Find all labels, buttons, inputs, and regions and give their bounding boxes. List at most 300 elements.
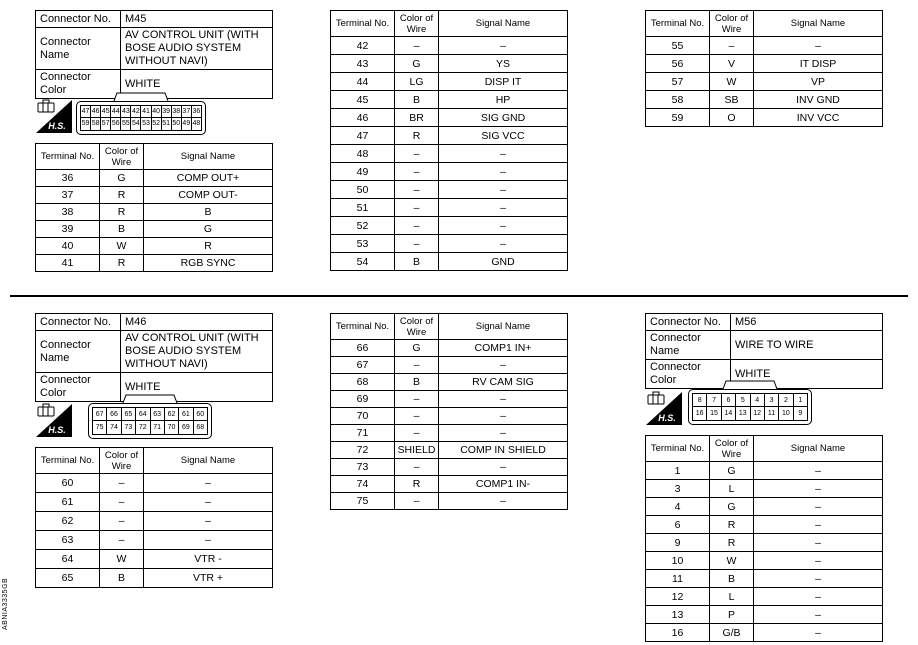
pin-number: 6 xyxy=(722,394,736,407)
table-cell: – xyxy=(439,217,568,235)
pin-number: 7 xyxy=(707,394,721,407)
connector-no-value: M45 xyxy=(121,11,273,28)
table-row xyxy=(646,73,883,91)
table-header-row xyxy=(646,436,883,462)
connector-key-tab xyxy=(88,394,212,403)
pin-number: 10 xyxy=(779,407,793,420)
table-cell: – xyxy=(754,606,883,624)
table-cell: V xyxy=(710,55,754,73)
table-cell: 69 xyxy=(331,391,395,408)
col-header-terminal-no: Terminal No. xyxy=(331,314,395,340)
table-cell: VTR - xyxy=(144,550,273,569)
table-cell: COMP OUT- xyxy=(144,187,273,204)
connector-name-value: WIRE TO WIRE xyxy=(731,331,883,360)
pin-number: 69 xyxy=(179,421,193,434)
col-header-wire-color: Color of Wire xyxy=(100,144,144,170)
connector-color-label: Connector Color xyxy=(36,373,121,402)
pin-number: 3 xyxy=(765,394,779,407)
table-row xyxy=(331,181,568,199)
table-cell: 48 xyxy=(331,145,395,163)
table-cell: COMP1 IN- xyxy=(439,476,568,493)
pin-number: 42 xyxy=(131,106,141,118)
connector-color-value: WHITE xyxy=(121,373,273,402)
col-header-terminal-no: Terminal No. xyxy=(646,436,710,462)
table-cell: B xyxy=(100,569,144,588)
pin-number: 14 xyxy=(722,407,736,420)
table-cell: 67 xyxy=(331,357,395,374)
table-cell: G/B xyxy=(710,624,754,642)
connector-name-label: Connector Name xyxy=(36,28,121,70)
table-cell: – xyxy=(754,624,883,642)
table-cell: HP xyxy=(439,91,568,109)
connector-color-label: Connector Color xyxy=(646,360,731,389)
table-row xyxy=(646,480,883,498)
hs-harness-symbol xyxy=(645,390,683,426)
table-cell: – xyxy=(395,459,439,476)
table-cell: 74 xyxy=(331,476,395,493)
pin-number: 8 xyxy=(693,394,707,407)
table-cell: – xyxy=(754,498,883,516)
pin-number: 67 xyxy=(93,408,107,421)
connector-no-value: M56 xyxy=(731,314,883,331)
table-cell: SHIELD xyxy=(395,442,439,459)
terminal-table-m46-2 xyxy=(330,313,568,510)
pin-number: 53 xyxy=(141,118,151,130)
table-cell: R xyxy=(710,516,754,534)
table-cell: SB xyxy=(710,91,754,109)
table-cell: DISP IT xyxy=(439,73,568,91)
table-cell: B xyxy=(395,374,439,391)
col-header-signal-name: Signal Name xyxy=(144,144,273,170)
table-cell: G xyxy=(710,498,754,516)
table-cell: – xyxy=(439,181,568,199)
table-cell: – xyxy=(144,512,273,531)
connector-glyph xyxy=(38,103,54,112)
table-row xyxy=(646,588,883,606)
pin-grid xyxy=(92,407,208,435)
table-cell: – xyxy=(439,425,568,442)
table-cell: VP xyxy=(754,73,883,91)
table-cell: 52 xyxy=(331,217,395,235)
pin-number: 74 xyxy=(107,421,121,434)
table-row xyxy=(646,109,883,127)
table-row xyxy=(36,255,273,272)
table-cell: 56 xyxy=(646,55,710,73)
table-row xyxy=(331,425,568,442)
table-cell: INV GND xyxy=(754,91,883,109)
table-cell: – xyxy=(144,531,273,550)
pin-row xyxy=(81,118,201,130)
table-cell: 72 xyxy=(331,442,395,459)
table-row xyxy=(331,55,568,73)
table-cell: – xyxy=(100,493,144,512)
table-cell: COMP OUT+ xyxy=(144,170,273,187)
table-cell: 45 xyxy=(331,91,395,109)
pin-number: 70 xyxy=(165,421,179,434)
table-cell: 54 xyxy=(331,253,395,271)
table-cell: – xyxy=(439,199,568,217)
table-cell: R xyxy=(710,534,754,552)
table-cell: – xyxy=(144,474,273,493)
pin-number: 15 xyxy=(707,407,721,420)
pin-number: 49 xyxy=(182,118,192,130)
col-header-terminal-no: Terminal No. xyxy=(36,448,100,474)
table-cell: 4 xyxy=(646,498,710,516)
pin-number: 64 xyxy=(136,408,150,421)
pin-number: 60 xyxy=(194,408,207,421)
table-cell: – xyxy=(144,493,273,512)
connector-pinout-m56 xyxy=(688,380,812,425)
table-cell: B xyxy=(144,204,273,221)
terminal-table-m56-1 xyxy=(645,435,883,642)
table-row xyxy=(331,391,568,408)
table-cell: 44 xyxy=(331,73,395,91)
pin-number: 1 xyxy=(794,394,807,407)
pin-number: 52 xyxy=(152,118,162,130)
table-cell: INV VCC xyxy=(754,109,883,127)
table-cell: – xyxy=(754,552,883,570)
table-header-row xyxy=(646,11,883,37)
pin-number: 4 xyxy=(751,394,765,407)
col-header-terminal-no: Terminal No. xyxy=(36,144,100,170)
col-header-wire-color: Color of Wire xyxy=(710,436,754,462)
table-cell: LG xyxy=(395,73,439,91)
table-cell: B xyxy=(395,91,439,109)
pin-row xyxy=(93,408,207,421)
table-row xyxy=(646,552,883,570)
table-cell: – xyxy=(754,462,883,480)
col-header-wire-color: Color of Wire xyxy=(395,314,439,340)
pin-number: 73 xyxy=(122,421,136,434)
table-row xyxy=(36,221,273,238)
pin-row xyxy=(693,394,807,407)
pin-number: 46 xyxy=(91,106,101,118)
connector-color-value: WHITE xyxy=(731,360,883,389)
connector-name-value: AV CONTROL UNIT (WITH BOSE AUDIO SYSTEM WITHOUT NAVI) xyxy=(121,331,273,373)
table-cell: 73 xyxy=(331,459,395,476)
table-row xyxy=(331,163,568,181)
table-cell: – xyxy=(439,145,568,163)
table-row xyxy=(331,199,568,217)
hs-label: H.S. xyxy=(48,425,66,435)
pin-number: 5 xyxy=(736,394,750,407)
table-cell: 50 xyxy=(331,181,395,199)
pin-number: 57 xyxy=(101,118,111,130)
table-cell: – xyxy=(395,357,439,374)
table-cell: 61 xyxy=(36,493,100,512)
table-row xyxy=(646,606,883,624)
pin-row xyxy=(693,407,807,420)
col-header-wire-color: Color of Wire xyxy=(100,448,144,474)
col-header-terminal-no: Terminal No. xyxy=(331,11,395,37)
table-cell: 37 xyxy=(36,187,100,204)
hs-label: H.S. xyxy=(48,121,66,131)
table-row xyxy=(36,204,273,221)
connector-info-table-m45 xyxy=(35,10,273,99)
table-row xyxy=(36,493,273,512)
table-row xyxy=(331,459,568,476)
pin-number: 71 xyxy=(151,421,165,434)
terminal-table-m46-1 xyxy=(35,447,273,588)
table-cell: 1 xyxy=(646,462,710,480)
connector-info-table-m46 xyxy=(35,313,273,402)
table-row xyxy=(646,516,883,534)
table-cell: 41 xyxy=(36,255,100,272)
connector-housing xyxy=(88,403,212,439)
pin-number: 16 xyxy=(693,407,707,420)
table-cell: 40 xyxy=(36,238,100,255)
table-cell: 60 xyxy=(36,474,100,493)
table-cell: 10 xyxy=(646,552,710,570)
table-cell: L xyxy=(710,480,754,498)
table-row xyxy=(331,91,568,109)
hs-label: H.S. xyxy=(658,413,676,423)
table-cell: 70 xyxy=(331,408,395,425)
table-cell: R xyxy=(100,187,144,204)
table-cell: SIG GND xyxy=(439,109,568,127)
table-row xyxy=(646,462,883,480)
connector-glyph xyxy=(648,395,664,404)
table-cell: – xyxy=(754,480,883,498)
table-cell: – xyxy=(395,37,439,55)
col-header-wire-color: Color of Wire xyxy=(395,11,439,37)
table-row xyxy=(331,408,568,425)
table-cell: B xyxy=(710,570,754,588)
connector-no-label: Connector No. xyxy=(36,314,121,331)
pin-row xyxy=(93,421,207,434)
table-cell: G xyxy=(100,170,144,187)
table-cell: G xyxy=(710,462,754,480)
table-cell: R xyxy=(144,238,273,255)
pin-number: 65 xyxy=(122,408,136,421)
pin-number: 55 xyxy=(121,118,131,130)
table-row xyxy=(36,238,273,255)
table-cell: – xyxy=(439,163,568,181)
col-header-terminal-no: Terminal No. xyxy=(646,11,710,37)
table-cell: – xyxy=(754,37,883,55)
pin-number: 40 xyxy=(152,106,162,118)
table-row xyxy=(646,498,883,516)
table-cell: – xyxy=(395,145,439,163)
pin-grid xyxy=(692,393,808,421)
table-cell: – xyxy=(395,235,439,253)
table-cell: 62 xyxy=(36,512,100,531)
connector-no-label: Connector No. xyxy=(646,314,731,331)
table-cell: 47 xyxy=(331,127,395,145)
pin-number: 56 xyxy=(111,118,121,130)
table-row xyxy=(36,569,273,588)
table-cell: – xyxy=(439,459,568,476)
figure-code: ABNIA3335GB xyxy=(2,577,9,630)
table-row xyxy=(331,340,568,357)
table-cell: – xyxy=(439,408,568,425)
table-cell: 65 xyxy=(36,569,100,588)
table-cell: 59 xyxy=(646,109,710,127)
connector-key-tab xyxy=(688,380,812,389)
col-header-signal-name: Signal Name xyxy=(439,314,568,340)
pin-number: 66 xyxy=(107,408,121,421)
connector-glyph xyxy=(38,407,54,416)
table-cell: R xyxy=(395,127,439,145)
table-cell: 66 xyxy=(331,340,395,357)
pin-number: 9 xyxy=(798,410,803,417)
table-cell: RV CAM SIG xyxy=(439,374,568,391)
table-cell: – xyxy=(395,163,439,181)
table-cell: – xyxy=(754,534,883,552)
table-cell: 68 xyxy=(331,374,395,391)
pin-number: 36 xyxy=(192,106,201,118)
hs-harness-symbol xyxy=(35,98,73,134)
table-cell: W xyxy=(710,73,754,91)
table-cell: BR xyxy=(395,109,439,127)
table-cell: 39 xyxy=(36,221,100,238)
table-row xyxy=(331,235,568,253)
table-header-row xyxy=(36,448,273,474)
connector-key-tab xyxy=(76,92,206,101)
pin-grid xyxy=(80,105,202,131)
table-cell: VTR + xyxy=(144,569,273,588)
col-header-signal-name: Signal Name xyxy=(754,11,883,37)
table-row xyxy=(646,37,883,55)
table-row xyxy=(36,474,273,493)
table-cell: 12 xyxy=(646,588,710,606)
table-cell: 3 xyxy=(646,480,710,498)
table-row xyxy=(331,37,568,55)
table-row xyxy=(646,91,883,109)
pin-number: 54 xyxy=(131,118,141,130)
table-cell: 71 xyxy=(331,425,395,442)
terminal-table-m45-1 xyxy=(35,143,273,272)
table-cell: IT DISP xyxy=(754,55,883,73)
table-cell: – xyxy=(439,37,568,55)
table-cell: R xyxy=(100,204,144,221)
table-row xyxy=(331,374,568,391)
table-cell: – xyxy=(100,474,144,493)
col-header-signal-name: Signal Name xyxy=(754,436,883,462)
table-cell: P xyxy=(710,606,754,624)
table-cell: – xyxy=(754,516,883,534)
connector-housing xyxy=(76,101,206,135)
pin-number: 11 xyxy=(765,407,779,420)
table-cell: – xyxy=(710,37,754,55)
table-header-row xyxy=(36,144,273,170)
connector-no-label: Connector No. xyxy=(36,11,121,28)
table-row xyxy=(646,570,883,588)
table-cell: 58 xyxy=(646,91,710,109)
table-cell: W xyxy=(100,550,144,569)
pin-number: 50 xyxy=(172,118,182,130)
table-cell: – xyxy=(395,425,439,442)
table-row xyxy=(331,493,568,510)
table-cell: 42 xyxy=(331,37,395,55)
table-cell: 55 xyxy=(646,37,710,55)
table-cell: 63 xyxy=(36,531,100,550)
table-row xyxy=(331,127,568,145)
table-row xyxy=(331,145,568,163)
table-cell: – xyxy=(100,531,144,550)
connector-no-value: M46 xyxy=(121,314,273,331)
table-row xyxy=(331,73,568,91)
table-row xyxy=(331,476,568,493)
table-cell: 38 xyxy=(36,204,100,221)
table-cell: O xyxy=(710,109,754,127)
table-row xyxy=(36,550,273,569)
pin-number: 61 xyxy=(179,408,193,421)
table-row xyxy=(36,170,273,187)
table-cell: – xyxy=(754,570,883,588)
pin-number: 41 xyxy=(141,106,151,118)
hs-harness-symbol xyxy=(35,402,73,438)
col-header-wire-color: Color of Wire xyxy=(710,11,754,37)
table-cell: R xyxy=(395,476,439,493)
table-cell: 49 xyxy=(331,163,395,181)
table-cell: – xyxy=(395,391,439,408)
table-cell: 51 xyxy=(331,199,395,217)
table-cell: COMP1 IN+ xyxy=(439,340,568,357)
table-cell: – xyxy=(439,493,568,510)
table-cell: G xyxy=(395,340,439,357)
table-row xyxy=(646,624,883,642)
table-cell: – xyxy=(395,217,439,235)
connector-housing xyxy=(688,389,812,425)
table-row xyxy=(331,217,568,235)
table-row xyxy=(331,357,568,374)
table-cell: 16 xyxy=(646,624,710,642)
table-cell: 13 xyxy=(646,606,710,624)
pin-number: 62 xyxy=(165,408,179,421)
pin-number: 75 xyxy=(93,421,107,434)
connector-color-label: Connector Color xyxy=(36,70,121,99)
table-cell: YS xyxy=(439,55,568,73)
table-cell: 11 xyxy=(646,570,710,588)
table-cell: – xyxy=(439,357,568,374)
table-cell: 9 xyxy=(646,534,710,552)
table-cell: – xyxy=(100,512,144,531)
connector-pinout-m45 xyxy=(76,92,206,135)
table-cell: G xyxy=(395,55,439,73)
connector-name-value: AV CONTROL UNIT (WITH BOSE AUDIO SYSTEM WITHOUT NAVI) xyxy=(121,28,273,70)
pin-number: 37 xyxy=(182,106,192,118)
table-cell: – xyxy=(439,391,568,408)
table-cell: – xyxy=(395,181,439,199)
table-cell: 43 xyxy=(331,55,395,73)
table-cell: B xyxy=(100,221,144,238)
table-cell: 57 xyxy=(646,73,710,91)
table-cell: W xyxy=(710,552,754,570)
pin-number: 63 xyxy=(151,408,165,421)
col-header-signal-name: Signal Name xyxy=(439,11,568,37)
pin-number: 59 xyxy=(81,118,91,130)
terminal-table-m45-3 xyxy=(645,10,883,127)
pin-number: 51 xyxy=(162,118,172,130)
section-divider xyxy=(10,295,908,297)
terminal-table-m45-2 xyxy=(330,10,568,271)
table-row xyxy=(646,534,883,552)
table-cell: GND xyxy=(439,253,568,271)
table-cell: 6 xyxy=(646,516,710,534)
pin-number: 44 xyxy=(111,106,121,118)
table-cell: COMP IN SHIELD xyxy=(439,442,568,459)
table-cell: SIG VCC xyxy=(439,127,568,145)
table-row xyxy=(646,55,883,73)
table-cell: RGB SYNC xyxy=(144,255,273,272)
pin-number: 58 xyxy=(91,118,101,130)
pin-number: 43 xyxy=(121,106,131,118)
table-header-row xyxy=(331,314,568,340)
pin-number: 45 xyxy=(101,106,111,118)
table-cell: – xyxy=(395,199,439,217)
table-cell: – xyxy=(754,588,883,606)
